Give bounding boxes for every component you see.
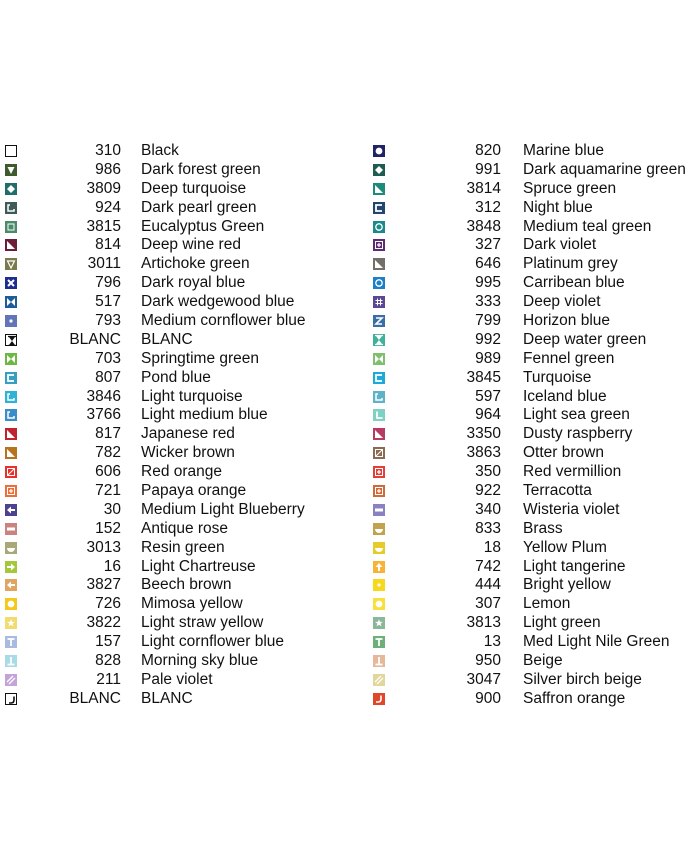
ring-icon xyxy=(373,277,385,289)
color-name: BLANC xyxy=(141,330,193,348)
legend-row xyxy=(5,406,335,425)
legend-row xyxy=(373,576,700,595)
legend-row xyxy=(373,520,700,539)
floss-code: 3815 xyxy=(86,217,121,235)
plus-box-icon xyxy=(373,485,385,497)
color-name: Deep turquoise xyxy=(141,179,247,197)
color-name: Pale violet xyxy=(141,670,213,688)
legend-row xyxy=(5,350,335,369)
diamond-icon xyxy=(5,183,17,195)
color-name: Light medium blue xyxy=(141,406,268,424)
hourglass-icon xyxy=(373,334,385,346)
floss-code: 16 xyxy=(103,557,121,575)
hourglass-icon xyxy=(5,334,17,346)
floss-code: 312 xyxy=(475,198,501,216)
corner-bracket-icon xyxy=(5,202,17,214)
floss-code: 950 xyxy=(475,652,501,670)
color-name: BLANC xyxy=(141,689,193,707)
legend-row xyxy=(373,406,700,425)
half-circle-icon xyxy=(373,542,385,554)
color-name: Light Chartreuse xyxy=(141,557,256,575)
color-name: Med Light Nile Green xyxy=(523,633,670,651)
legend-row xyxy=(5,236,335,255)
arrow-up-icon xyxy=(373,561,385,573)
color-name: Dark wedgewood blue xyxy=(141,293,295,311)
arrow-left-icon xyxy=(5,579,17,591)
color-name: Light sea green xyxy=(523,406,630,424)
floss-code: 3809 xyxy=(86,179,121,197)
floss-code: 327 xyxy=(475,236,501,254)
half-triangle-icon xyxy=(373,183,385,195)
l-shape-icon xyxy=(373,409,385,421)
color-name: Dark royal blue xyxy=(141,274,246,292)
t-shape-icon xyxy=(5,636,17,648)
color-name: Marine blue xyxy=(523,142,604,159)
color-name: Night blue xyxy=(523,198,593,216)
color-name: Deep wine red xyxy=(141,236,241,254)
floss-code: 444 xyxy=(475,576,501,594)
floss-code: 597 xyxy=(475,387,501,405)
color-name: Wicker brown xyxy=(141,444,235,462)
legend-column-left xyxy=(5,142,335,709)
legend-row xyxy=(373,501,700,520)
floss-code: 606 xyxy=(95,463,121,481)
bowtie-icon xyxy=(5,296,17,308)
x-cross-icon xyxy=(5,277,17,289)
floss-code: 307 xyxy=(475,595,501,613)
color-name: Deep water green xyxy=(523,330,647,348)
floss-code: 3814 xyxy=(466,179,501,197)
legend-row xyxy=(373,274,700,293)
legend-row xyxy=(373,331,700,350)
floss-code: 796 xyxy=(95,274,121,292)
color-name: Dusty raspberry xyxy=(523,425,633,443)
legend-row xyxy=(5,595,335,614)
color-name: Red vermillion xyxy=(523,463,622,481)
legend-row xyxy=(373,255,700,274)
bowtie-icon xyxy=(373,353,385,365)
color-name: Papaya orange xyxy=(141,482,247,500)
legend-row xyxy=(5,331,335,350)
floss-code: 350 xyxy=(475,463,501,481)
hook-icon xyxy=(5,693,17,705)
legend-row xyxy=(373,463,700,482)
legend-row xyxy=(373,444,700,463)
filled-circle-icon xyxy=(373,145,385,157)
legend-row xyxy=(373,558,700,577)
t-shape-icon xyxy=(373,636,385,648)
color-name: Turquoise xyxy=(523,368,592,386)
floss-code: 817 xyxy=(95,425,121,443)
legend-row xyxy=(5,539,335,558)
slashed-square-icon xyxy=(5,466,17,478)
color-name: Dark pearl green xyxy=(141,198,257,216)
legend-row xyxy=(5,501,335,520)
color-name: Dark forest green xyxy=(141,160,261,178)
color-name: Beige xyxy=(523,652,563,670)
color-name: Light green xyxy=(523,614,601,632)
legend-row xyxy=(373,161,700,180)
color-name: Carribean blue xyxy=(523,274,625,292)
legend-row xyxy=(5,652,335,671)
half-triangle-icon xyxy=(373,428,385,440)
legend-row xyxy=(5,180,335,199)
floss-code: 18 xyxy=(483,538,501,556)
color-name: Light cornflower blue xyxy=(141,633,285,651)
legend-row xyxy=(373,614,700,633)
floss-code: 814 xyxy=(95,236,121,254)
color-name: Eucalyptus Green xyxy=(141,217,265,235)
color-name: Yellow Plum xyxy=(523,538,607,556)
open-c-icon xyxy=(373,372,385,384)
legend-row xyxy=(5,274,335,293)
floss-code: 3846 xyxy=(86,387,121,405)
floss-code: 333 xyxy=(475,293,501,311)
floss-code: 828 xyxy=(95,652,121,670)
legend-row xyxy=(5,255,335,274)
floss-code: 986 xyxy=(95,160,121,178)
legend-row xyxy=(373,180,700,199)
floss-code: 922 xyxy=(475,482,501,500)
legend-row xyxy=(373,539,700,558)
legend-row xyxy=(373,199,700,218)
ring-icon xyxy=(373,221,385,233)
color-name: Dark violet xyxy=(523,236,597,254)
legend-row xyxy=(373,633,700,652)
filled-circle-icon xyxy=(373,598,385,610)
legend-row xyxy=(5,425,335,444)
floss-code: 211 xyxy=(96,670,121,688)
color-name: Light turquoise xyxy=(141,387,243,405)
color-name: Light tangerine xyxy=(523,557,626,575)
floss-code: 152 xyxy=(95,519,121,537)
color-name: Artichoke green xyxy=(141,255,250,273)
color-name: Silver birch beige xyxy=(523,670,642,688)
color-name: Wisteria violet xyxy=(523,500,620,518)
color-name: Terracotta xyxy=(523,482,592,500)
color-name: Platinum grey xyxy=(523,255,618,273)
floss-code: BLANC xyxy=(69,330,121,348)
color-name: Springtime green xyxy=(141,349,260,367)
color-name: Japanese red xyxy=(141,425,235,443)
half-triangle-icon xyxy=(5,447,17,459)
corner-bracket-icon xyxy=(5,409,17,421)
half-triangle-icon xyxy=(5,239,17,251)
center-dot-icon xyxy=(373,579,385,591)
floss-code: 721 xyxy=(95,482,121,500)
color-name: Black xyxy=(141,142,179,159)
legend-row xyxy=(5,388,335,407)
down-triangle-icon xyxy=(5,164,17,176)
legend-row xyxy=(5,690,335,709)
legend-row xyxy=(373,690,700,709)
hash-icon xyxy=(373,296,385,308)
color-name: Resin green xyxy=(141,538,225,556)
floss-code: 964 xyxy=(475,406,501,424)
legend-row xyxy=(373,388,700,407)
legend-row xyxy=(5,369,335,388)
legend-row xyxy=(373,595,700,614)
floss-code: 995 xyxy=(475,274,501,292)
floss-code: 13 xyxy=(483,633,501,651)
star-box-icon xyxy=(373,617,385,629)
legend-row xyxy=(373,425,700,444)
bar-icon xyxy=(373,504,385,516)
legend-row xyxy=(5,520,335,539)
legend-row xyxy=(373,350,700,369)
legend-row xyxy=(373,652,700,671)
floss-code: 703 xyxy=(95,349,121,367)
floss-code: 3827 xyxy=(86,576,121,594)
floss-code: 3822 xyxy=(86,614,121,632)
floss-code: 833 xyxy=(475,519,501,537)
color-name: Medium Light Blueberry xyxy=(141,500,305,518)
open-c-icon xyxy=(5,372,17,384)
floss-code: 782 xyxy=(95,444,121,462)
legend-row xyxy=(5,293,335,312)
corner-bracket-icon xyxy=(5,391,17,403)
floss-code: 310 xyxy=(95,142,121,159)
legend-row xyxy=(373,369,700,388)
floss-code: 793 xyxy=(95,312,121,330)
legend-row xyxy=(5,463,335,482)
center-dot-icon xyxy=(5,315,17,327)
legend-row xyxy=(5,218,335,237)
floss-code: 726 xyxy=(95,595,121,613)
open-c-icon xyxy=(373,202,385,214)
color-name: Antique rose xyxy=(141,519,229,537)
diamond-icon xyxy=(373,164,385,176)
legend-row xyxy=(5,199,335,218)
inverted-t-icon xyxy=(5,655,17,667)
legend-row xyxy=(5,633,335,652)
floss-code: 3848 xyxy=(466,217,501,235)
plus-box-icon xyxy=(373,239,385,251)
z-shape-icon xyxy=(373,315,385,327)
color-name: Beech brown xyxy=(141,576,232,594)
filled-circle-icon xyxy=(5,598,17,610)
floss-code: 517 xyxy=(95,293,121,311)
stripes-icon xyxy=(373,674,385,686)
color-name: Medium teal green xyxy=(523,217,652,235)
legend-row xyxy=(373,236,700,255)
legend-row xyxy=(5,576,335,595)
floss-code: 3813 xyxy=(466,614,501,632)
color-name: Light straw yellow xyxy=(141,614,264,632)
half-triangle-icon xyxy=(373,258,385,270)
color-name: Brass xyxy=(523,519,563,537)
floss-code: 3013 xyxy=(86,538,121,556)
legend-row xyxy=(373,482,700,501)
color-name: Fennel green xyxy=(523,349,615,367)
floss-code: 340 xyxy=(475,500,501,518)
arrow-left-icon xyxy=(5,504,17,516)
legend-row xyxy=(5,444,335,463)
color-name: Iceland blue xyxy=(523,387,607,405)
color-name: Lemon xyxy=(523,595,571,613)
bar-icon xyxy=(5,523,17,535)
stripes-icon xyxy=(5,674,17,686)
floss-code: 742 xyxy=(475,557,501,575)
color-name: Morning sky blue xyxy=(141,652,259,670)
legend-row xyxy=(5,558,335,577)
outline-down-triangle-icon xyxy=(5,258,17,270)
floss-code: 3863 xyxy=(466,444,501,462)
inset-square-icon xyxy=(5,221,17,233)
arrow-right-icon xyxy=(5,561,17,573)
floss-code: 646 xyxy=(475,255,501,273)
half-circle-icon xyxy=(373,523,385,535)
color-name: Red orange xyxy=(141,463,223,481)
floss-code: 820 xyxy=(475,142,501,159)
star-box-icon xyxy=(5,617,17,629)
floss-code: 992 xyxy=(475,330,501,348)
legend-row xyxy=(373,293,700,312)
floss-code: 157 xyxy=(95,633,121,651)
floss-code: 989 xyxy=(475,349,501,367)
legend-row xyxy=(373,671,700,690)
color-name: Pond blue xyxy=(141,368,211,386)
color-name: Mimosa yellow xyxy=(141,595,243,613)
legend-row xyxy=(5,482,335,501)
corner-bracket-icon xyxy=(373,391,385,403)
floss-code: 807 xyxy=(95,368,121,386)
floss-code: 3766 xyxy=(86,406,121,424)
color-name: Saffron orange xyxy=(523,689,626,707)
legend-row xyxy=(373,312,700,331)
half-triangle-icon xyxy=(5,428,17,440)
legend-row xyxy=(5,312,335,331)
floss-code: 3047 xyxy=(466,670,501,688)
color-name: Horizon blue xyxy=(523,312,611,330)
legend-row xyxy=(373,142,700,161)
floss-code: 799 xyxy=(475,312,501,330)
hook-icon xyxy=(373,693,385,705)
color-name: Dark aquamarine green xyxy=(523,160,686,178)
color-name: Bright yellow xyxy=(523,576,611,594)
legend-row xyxy=(5,142,335,161)
half-circle-icon xyxy=(5,542,17,554)
floss-code: 924 xyxy=(95,198,121,216)
legend-row xyxy=(373,218,700,237)
floss-code: 3011 xyxy=(87,255,121,273)
legend-column-right xyxy=(373,142,700,709)
floss-code: 991 xyxy=(475,160,501,178)
color-name: Deep violet xyxy=(523,293,601,311)
legend-row xyxy=(5,161,335,180)
color-name: Spruce green xyxy=(523,179,617,197)
plus-box-icon xyxy=(373,466,385,478)
color-name: Medium cornflower blue xyxy=(141,312,306,330)
plus-box-icon xyxy=(5,485,17,497)
floss-code: 900 xyxy=(475,689,501,707)
floss-code: 3845 xyxy=(466,368,501,386)
legend-row xyxy=(5,614,335,633)
inverted-t-icon xyxy=(373,655,385,667)
floss-code: BLANC xyxy=(69,689,121,707)
legend-row xyxy=(5,671,335,690)
slashed-square-icon xyxy=(373,447,385,459)
floss-code: 3350 xyxy=(466,425,501,443)
color-name: Otter brown xyxy=(523,444,604,462)
floss-code: 30 xyxy=(103,500,121,518)
bowtie-icon xyxy=(5,353,17,365)
outline-square-icon xyxy=(5,145,17,157)
